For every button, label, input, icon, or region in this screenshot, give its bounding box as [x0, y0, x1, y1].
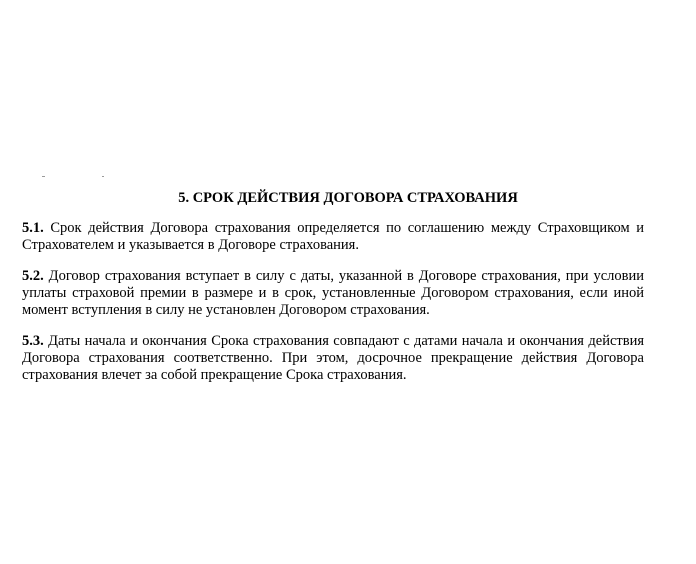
paragraph-5-3 [22, 333, 644, 384]
paragraph-5-1 [22, 220, 644, 254]
scan-artifact [102, 176, 104, 177]
paragraph-text: Даты начала и окончания Срока страхования совпадают с датами начала и окончания действия Договора страхования соответственно. При этом, досрочное прекращение действия Договора страхования влечет за собой прекращение Срока страхования. [22, 333, 645, 383]
paragraph-text: Срок действия Договора страхования определяется по соглашению между Страховщиком и Страхователем и указывается в Договоре страхования. [22, 220, 645, 253]
section-title: 5. СРОК ДЕЙСТВИЯ ДОГОВОРА СТРАХОВАНИЯ [178, 190, 518, 206]
paragraph-number: 5.2. [22, 268, 44, 284]
paragraph-number: 5.3. [22, 333, 44, 349]
paragraph-text: Договор страхования вступает в силу с даты, указанной в Договоре страхования, при условии уплаты страховой премии в размере и в срок, установленные Договором страхования, если иной момент вступления в силу не установлен Договором страхования. [22, 268, 644, 318]
scan-artifact [42, 176, 45, 177]
paragraph-number: 5.1. [22, 220, 44, 236]
paragraph-5-2 [22, 268, 644, 319]
